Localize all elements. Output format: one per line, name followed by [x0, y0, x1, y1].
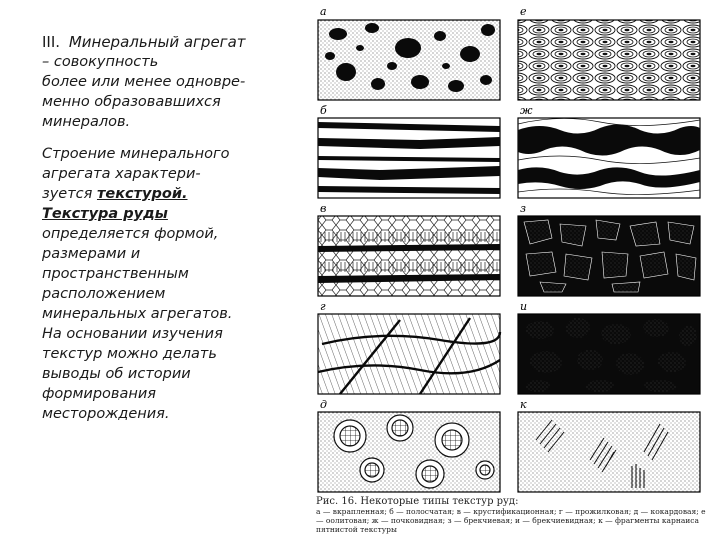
panel-k — [518, 412, 700, 492]
panel-i — [518, 314, 700, 394]
figure-caption — [316, 496, 711, 534]
ore-texture-line: расположением — [42, 286, 166, 302]
structure-line: Строение минерального — [42, 146, 230, 162]
caption-body: а — вкрапленная; б — полосчатая; в — крустификационная; г — прожилковая; д — кокардовая; е — оолитовая; ж — почковидная; з — брекчиевая; и — брекчиевидная; к — фрагменты карнаиса пятнистой текстуры — [316, 507, 706, 534]
heading-title: Минеральный агрегат — [68, 33, 246, 51]
panel-g — [318, 314, 500, 394]
structure-prefix: зуется — [42, 186, 97, 202]
definition-line: более или менее одновре- — [42, 74, 246, 90]
definition-line: менно образовавшихся — [42, 94, 221, 110]
label-a: а — [320, 5, 327, 18]
definition-line: – совокупность — [42, 54, 159, 70]
term-texture: текстурой. — [96, 186, 188, 202]
conclusion-line: текстур можно делать — [42, 346, 217, 362]
label-k: к — [520, 398, 527, 411]
panel-d — [318, 412, 500, 492]
label-zh: ж — [520, 104, 533, 117]
ore-texture-line: размерами и — [42, 246, 141, 262]
structure-line: агрегата характери- — [42, 166, 201, 182]
label-d: д — [320, 398, 327, 411]
panel-v — [318, 216, 500, 296]
conclusion-line: выводы об истории — [42, 366, 191, 382]
panel-z — [518, 216, 700, 296]
ore-texture-line: минеральных агрегатов. — [42, 306, 233, 322]
conclusion-line: На основании изучения — [42, 326, 223, 342]
panel-e — [518, 20, 700, 100]
panel-b — [318, 118, 500, 198]
ore-texture-line: пространственным — [42, 266, 189, 282]
caption-title: Рис. 16. Некоторые типы текстур руд: — [316, 496, 519, 507]
panel-zh — [518, 118, 700, 198]
conclusion-line: месторождения. — [42, 406, 170, 422]
label-e: е — [520, 5, 527, 18]
label-i: и — [520, 300, 528, 313]
label-v: в — [320, 202, 327, 215]
heading-number: III. — [42, 33, 61, 51]
term-ore-texture: Текстура руды — [42, 206, 168, 222]
conclusion-line: формирования — [42, 386, 156, 402]
ore-texture-line: определяется формой, — [42, 226, 219, 242]
label-g: г — [320, 300, 326, 313]
label-z: з — [520, 202, 526, 215]
definition-line: минералов. — [42, 114, 131, 130]
panel-a — [318, 20, 500, 100]
label-b: б — [320, 104, 327, 117]
